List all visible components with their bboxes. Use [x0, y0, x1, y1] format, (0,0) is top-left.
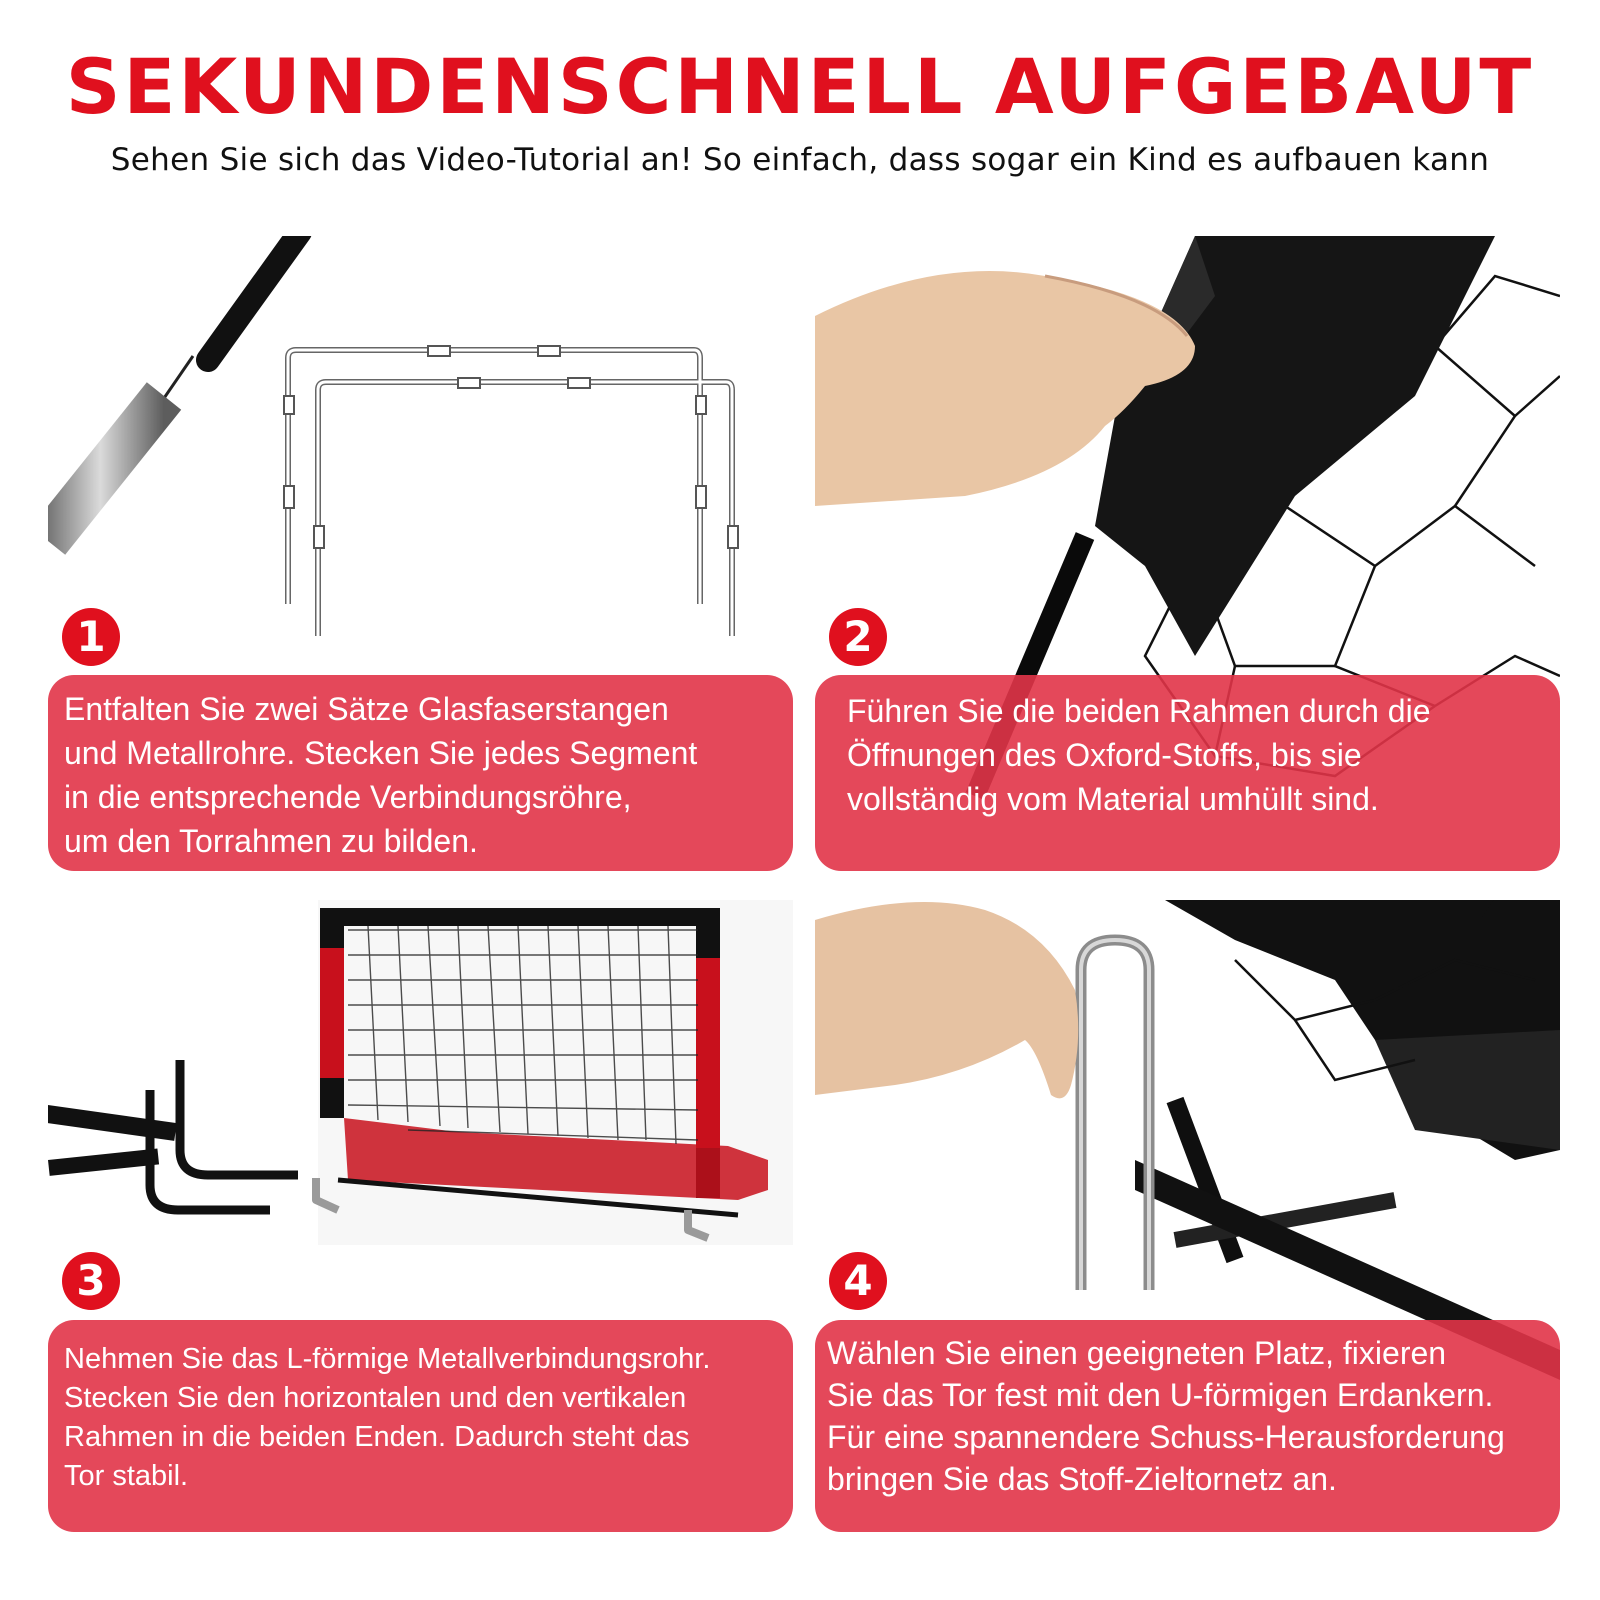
step-4-text: Wählen Sie einen geeigneten Platz, fixieren Sie das Tor fest mit den U-förmigen Erdankern. Für eine spannendere Schuss-Herausforderung bringen Sie das Stoff-Zieltornetz an. [827, 1335, 1505, 1497]
step-2-badge: 2 [829, 608, 887, 666]
step-2-text: Führen Sie die beiden Rahmen durch die Öffnungen des Oxford-Stoffs, bis sie vollständig vom Material umhüllt sind. [847, 693, 1431, 817]
step-2-caption [815, 675, 1560, 871]
step-1-text: Entfalten Sie zwei Sätze Glasfaserstangen und Metallrohre. Stecken Sie jedes Segment in die entsprechende Verbindungsröhre, um den Torrahmen zu bilden. [64, 691, 698, 859]
step-3-caption [48, 1320, 793, 1532]
step-3-text: Nehmen Sie das L-förmige Metallverbindungsrohr. Stecken Sie den horizontalen und den vertikalen Rahmen in die beiden Enden. Dadurch steht das Tor stabil. [64, 1343, 711, 1492]
step-1-caption [48, 675, 793, 871]
pole-closeup [48, 1060, 298, 1210]
page-title: SEKUNDENSCHNELL AUFGEBAUT [65, 42, 1535, 131]
step-1-badge: 1 [62, 608, 120, 666]
step-3-panel [48, 900, 793, 1540]
step-1-panel [48, 236, 793, 876]
step-4-caption [815, 1320, 1560, 1532]
frame-diagram [288, 350, 732, 636]
pole-closeup [48, 236, 300, 541]
page-subtitle: Sehen Sie sich das Video-Tutorial an! So einfach, dass sogar ein Kind es aufbauen kann [110, 142, 1490, 178]
step-4-panel [815, 900, 1560, 1540]
step-2-panel [815, 236, 1560, 876]
step-4-badge: 4 [829, 1252, 887, 1310]
step-3-badge: 3 [62, 1252, 120, 1310]
